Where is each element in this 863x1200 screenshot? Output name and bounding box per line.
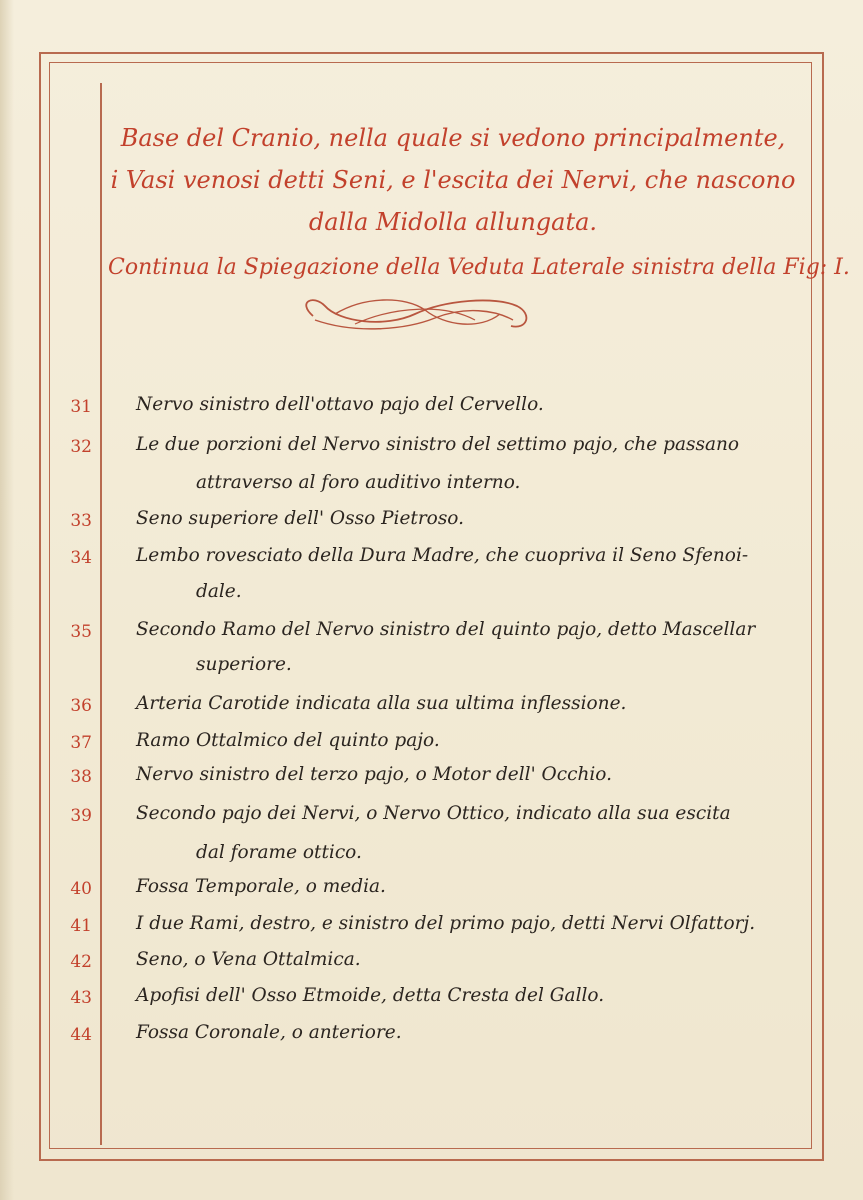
entry-number: 32: [70, 437, 92, 457]
entry-text-continued: dale.: [196, 581, 242, 602]
entry-number: 43: [70, 988, 92, 1008]
entry-number: 42: [70, 952, 92, 972]
entry-text-continued: attraverso al foro auditivo interno.: [196, 472, 521, 493]
entry-text: Fossa Coronale, o anteriore.: [136, 1022, 402, 1043]
entry-text: Seno superiore dell' Osso Pietroso.: [136, 508, 465, 529]
entry-number: 38: [70, 767, 92, 787]
entry-text: Le due porzioni del Nervo sinistro del settimo pajo, che passano: [136, 434, 740, 455]
entry-text-continued: dal forame ottico.: [196, 842, 362, 863]
entry-text-continued: superiore.: [196, 654, 292, 675]
entry-text: Seno, o Vena Ottalmica.: [136, 949, 361, 970]
entry-text: Nervo sinistro dell'ottavo pajo del Cervello.: [136, 394, 544, 415]
title-line-2: i Vasi venosi detti Seni, e l'escita dei Nervi, che nascono: [110, 166, 796, 194]
entry-number: 36: [70, 696, 92, 716]
calligraphic-flourish-icon: [295, 290, 535, 338]
entry-text: Arteria Carotide indicata alla sua ultima inflessione.: [136, 693, 627, 714]
entry-text: I due Rami, destro, e sinistro del primo pajo, detti Nervi Olfattorj.: [136, 913, 756, 934]
entry-number: 31: [70, 397, 92, 417]
title-line-3: dalla Midolla allungata.: [308, 208, 598, 236]
entry-number: 41: [70, 916, 92, 936]
entry-number: 39: [70, 806, 92, 826]
entry-text: Apofisi dell' Osso Etmoide, detta Cresta del Gallo.: [136, 985, 605, 1006]
entry-number: 33: [70, 511, 92, 531]
subtitle: Continua la Spiegazione della Veduta Laterale sinistra della Fig: I.: [108, 255, 850, 280]
entry-text: Secondo Ramo del Nervo sinistro del quinto pajo, detto Mascellar: [136, 619, 756, 640]
entry-text: Secondo pajo dei Nervi, o Nervo Ottico, indicato alla sua escita: [136, 803, 731, 824]
entry-text: Nervo sinistro del terzo pajo, o Motor dell' Occhio.: [136, 764, 612, 785]
entry-number: 37: [70, 733, 92, 753]
entry-number: 35: [70, 622, 92, 642]
entry-text: Ramo Ottalmico del quinto pajo.: [136, 730, 440, 751]
entry-number: 44: [70, 1025, 92, 1045]
margin-rule: [100, 83, 102, 1145]
paper-edge: [0, 0, 14, 1200]
entry-number: 34: [70, 548, 92, 568]
entry-number: 40: [70, 879, 92, 899]
title-line-1: Base del Cranio, nella quale si vedono principalmente,: [120, 124, 786, 152]
entry-text: Lembo rovesciato della Dura Madre, che cuopriva il Seno Sfenoi-: [136, 545, 749, 566]
entry-text: Fossa Temporale, o media.: [136, 876, 386, 897]
